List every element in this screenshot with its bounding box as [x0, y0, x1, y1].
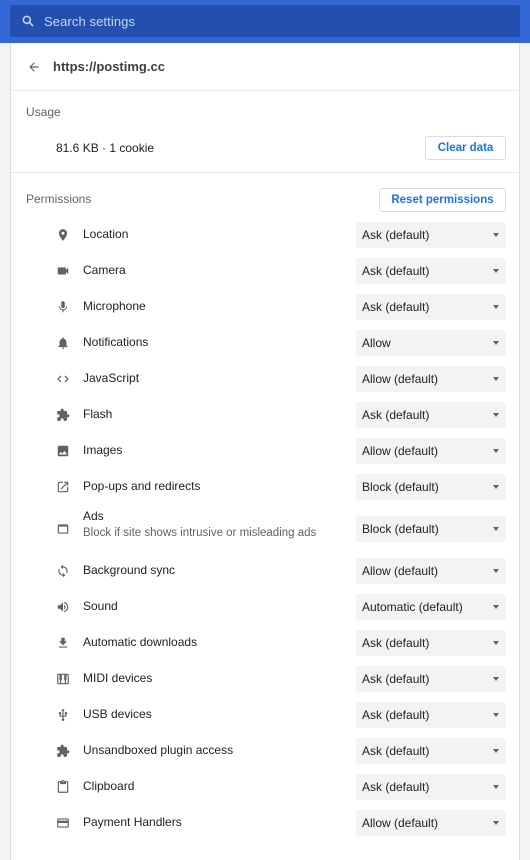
dropdown-arrow-icon	[493, 569, 499, 573]
dropdown-arrow-icon	[493, 527, 499, 531]
bell-icon	[55, 335, 71, 351]
permission-select-value: Ask (default)	[362, 744, 430, 758]
site-settings-card	[10, 43, 520, 860]
permission-select[interactable]	[356, 222, 506, 248]
permission-select[interactable]	[356, 516, 506, 542]
permission-label: Notifications	[83, 335, 149, 349]
permission-select[interactable]	[356, 474, 506, 500]
permission-label: Unsandboxed plugin access	[83, 743, 234, 757]
puzzle-icon	[55, 743, 71, 759]
permission-label: MIDI devices	[83, 671, 153, 685]
permission-row	[11, 289, 519, 325]
camera-icon	[55, 263, 71, 279]
dropdown-arrow-icon	[493, 377, 499, 381]
sync-icon	[55, 563, 71, 579]
permission-select[interactable]	[356, 402, 506, 428]
permission-select-value: Allow (default)	[362, 816, 439, 830]
download-icon	[55, 635, 71, 651]
permission-select[interactable]	[356, 438, 506, 464]
permission-label: Sound	[83, 599, 118, 613]
permission-label: Images	[83, 443, 123, 457]
top-toolbar	[0, 0, 530, 43]
dropdown-arrow-icon	[493, 641, 499, 645]
clear-data-button[interactable]: Clear data	[425, 136, 506, 160]
usage-title: Usage	[26, 105, 61, 119]
permission-label: Ads	[83, 509, 104, 523]
clipboard-icon	[55, 779, 71, 795]
permission-select[interactable]	[356, 738, 506, 764]
permission-label: Pop-ups and redirects	[83, 479, 201, 493]
permission-row	[11, 805, 519, 841]
permission-select-value: Block (default)	[362, 480, 439, 494]
dropdown-arrow-icon	[493, 677, 499, 681]
permission-sublabel: Block if site shows intrusive or misleading ads	[83, 527, 317, 539]
permission-row	[11, 769, 519, 805]
permission-row	[11, 217, 519, 253]
divider	[11, 172, 519, 173]
permission-select[interactable]	[356, 294, 506, 320]
permission-row	[11, 697, 519, 733]
permission-select[interactable]	[356, 810, 506, 836]
permission-select-value: Ask (default)	[362, 408, 430, 422]
permission-select[interactable]	[356, 366, 506, 392]
credit-card-icon	[55, 815, 71, 831]
dropdown-arrow-icon	[493, 269, 499, 273]
reset-permissions-button[interactable]: Reset permissions	[379, 188, 506, 212]
permission-select-value: Allow (default)	[362, 372, 439, 386]
permission-row	[11, 253, 519, 289]
dropdown-arrow-icon	[493, 413, 499, 417]
permission-select-value: Ask (default)	[362, 228, 430, 242]
search-input[interactable]: Search settings	[44, 13, 136, 29]
permission-label: Background sync	[83, 563, 176, 577]
site-header	[11, 43, 519, 91]
location-pin-icon	[55, 227, 71, 243]
permission-select-value: Ask (default)	[362, 264, 430, 278]
permission-select-value: Ask (default)	[362, 300, 430, 314]
dropdown-arrow-icon	[493, 233, 499, 237]
site-url: https://postimg.cc	[53, 59, 165, 74]
web-window-icon	[55, 521, 71, 537]
dropdown-arrow-icon	[493, 305, 499, 309]
permission-label: Automatic downloads	[83, 635, 198, 649]
arrow-back-icon[interactable]	[25, 58, 43, 76]
permission-select-value: Ask (default)	[362, 636, 430, 650]
search-icon	[21, 14, 35, 28]
permission-row	[11, 469, 519, 505]
permission-label: Payment Handlers	[83, 815, 182, 829]
permission-row	[11, 733, 519, 769]
permission-row	[11, 361, 519, 397]
image-icon	[55, 443, 71, 459]
volume-icon	[55, 599, 71, 615]
permission-row	[11, 433, 519, 469]
permission-row	[11, 553, 519, 589]
piano-icon	[55, 671, 71, 687]
dropdown-arrow-icon	[493, 485, 499, 489]
permission-row	[11, 505, 519, 553]
dropdown-arrow-icon	[493, 605, 499, 609]
permissions-title: Permissions	[26, 192, 92, 206]
dropdown-arrow-icon	[493, 713, 499, 717]
permission-row	[11, 325, 519, 361]
dropdown-arrow-icon	[493, 341, 499, 345]
permission-label: USB devices	[83, 707, 152, 721]
permission-select[interactable]	[356, 258, 506, 284]
permission-select-value: Automatic (default)	[362, 600, 463, 614]
permission-label: Location	[83, 227, 129, 241]
permission-select[interactable]	[356, 558, 506, 584]
permission-select[interactable]	[356, 630, 506, 656]
permission-row	[11, 397, 519, 433]
permission-row	[11, 589, 519, 625]
permission-label: Microphone	[83, 299, 146, 313]
dropdown-arrow-icon	[493, 449, 499, 453]
permission-label: JavaScript	[83, 371, 140, 385]
dropdown-arrow-icon	[493, 821, 499, 825]
permission-label: Flash	[83, 407, 113, 421]
permission-select[interactable]	[356, 330, 506, 356]
permission-select[interactable]	[356, 594, 506, 620]
permission-select-value: Allow	[362, 336, 391, 350]
usb-icon	[55, 707, 71, 723]
permission-select-value: Ask (default)	[362, 672, 430, 686]
permission-select-value: Allow (default)	[362, 564, 439, 578]
code-icon	[55, 371, 71, 387]
permission-row	[11, 661, 519, 697]
microphone-icon	[55, 299, 71, 315]
permission-row	[11, 625, 519, 661]
puzzle-icon	[55, 407, 71, 423]
dropdown-arrow-icon	[493, 749, 499, 753]
usage-summary: 81.6 KB · 1 cookie	[56, 141, 155, 155]
search-bar[interactable]	[10, 5, 520, 37]
open-in-new-icon	[55, 479, 71, 495]
permission-label: Clipboard	[83, 779, 135, 793]
permission-select[interactable]	[356, 702, 506, 728]
permission-select-value: Ask (default)	[362, 780, 430, 794]
permission-select[interactable]	[356, 774, 506, 800]
dropdown-arrow-icon	[493, 785, 499, 789]
permission-select-value: Allow (default)	[362, 444, 439, 458]
permission-select-value: Ask (default)	[362, 708, 430, 722]
permission-label: Camera	[83, 263, 126, 277]
permission-select-value: Block (default)	[362, 522, 439, 536]
permission-select[interactable]	[356, 666, 506, 692]
